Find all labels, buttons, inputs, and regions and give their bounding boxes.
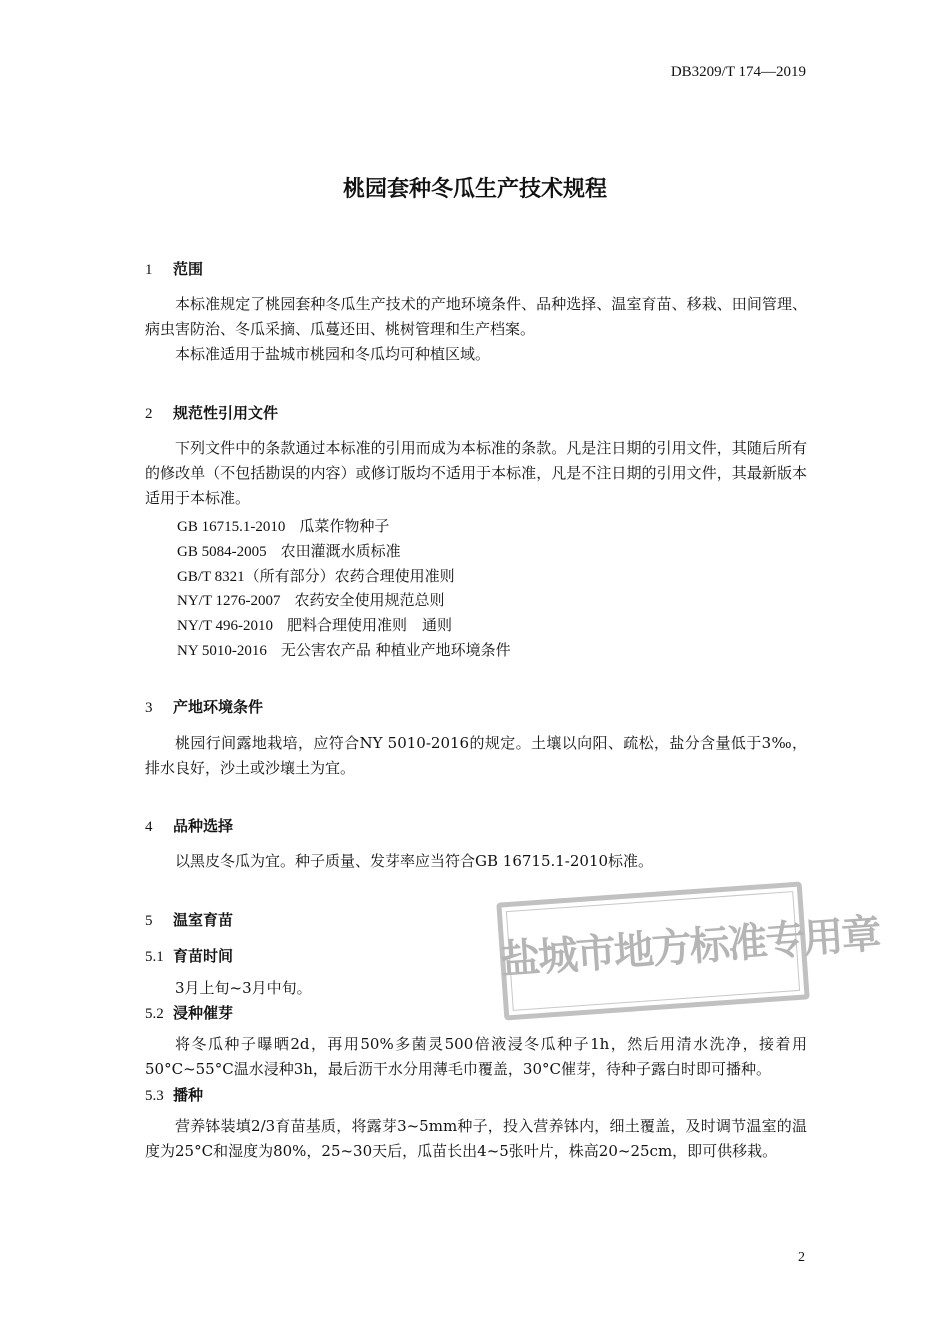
section-title: 育苗时间: [173, 947, 234, 965]
section-number: 3: [145, 700, 153, 716]
section-title: 规范性引用文件: [173, 404, 279, 422]
reference-item: [177, 614, 452, 635]
reference-item: [177, 565, 455, 586]
section-1-paragraph-1: 本标准规定了桃园套种冬瓜生产技术的产地环境条件、品种选择、温室育苗、移栽、田间管理、病虫害防治、冬瓜采摘、瓜蔓还田、桃树管理和生产档案。: [145, 295, 807, 338]
section-2-paragraph: 下列文件中的条款通过本标准的引用而成为本标准的条款。凡是注日期的引用文件，其随后所有的修改单（不包括勘误的内容）或修订版均不适用于本标准，凡是不注日期的引用文件，其最新版本适用于本标准。: [145, 439, 807, 507]
section-1-heading: [145, 258, 203, 279]
reference-code: NY/T 1276-2007: [177, 593, 281, 609]
reference-item: [177, 515, 389, 536]
subsection-5-3-paragraph: 营养钵装填2/3育苗基质，将露芽3~5mm种子，投入营养钵内，细土覆盖，及时调节温室的温度为25°C和湿度为80%，25~30天后，瓜苗长出4~5张叶片，株高20~25cm，即可供移栽。: [145, 1117, 807, 1160]
reference-code: GB 5084-2005: [177, 544, 267, 560]
section-number: 5.2: [145, 1006, 164, 1022]
reference-code: GB/T 8321（所有部分）: [177, 569, 335, 585]
document-code: DB3209/T 174—2019: [670, 64, 806, 80]
section-1-paragraph-2: 本标准适用于盐城市桃园和冬瓜均可种植区域。: [175, 345, 491, 363]
section-4-heading: [145, 815, 233, 836]
reference-code: GB 16715.1-2010: [177, 519, 286, 535]
reference-name: 农药合理使用准则: [334, 567, 455, 585]
reference-name: 肥料合理使用准则 通则: [286, 616, 452, 634]
reference-name: 瓜菜作物种子: [299, 517, 390, 535]
reference-name: 农药安全使用规范总则: [294, 591, 445, 609]
subsection-5-2-paragraph: 将冬瓜种子曝晒2d，再用50%多菌灵500倍液浸冬瓜种子1h，然后用清水洗净，接着用50°C~55°C温水浸种3h，最后沥干水分用薄毛巾覆盖，30°C催芽，待种子露白时即可播种。: [145, 1035, 807, 1078]
page-title: 桃园套种冬瓜生产技术规程: [342, 177, 607, 202]
official-stamp: [496, 881, 881, 1020]
subsection-5-1-paragraph: 3月上旬~3月中旬。: [175, 979, 312, 997]
page-number: 2: [798, 1250, 805, 1265]
reference-item: [177, 540, 401, 561]
section-title: 播种: [173, 1086, 204, 1104]
section-title: 温室育苗: [173, 911, 234, 929]
section-title: 品种选择: [173, 817, 234, 835]
reference-code: NY 5010-2016: [177, 643, 267, 659]
section-title: 范围: [173, 260, 204, 278]
section-number: 5.3: [145, 1088, 164, 1104]
section-3-paragraph: 桃园行间露地栽培，应符合NY 5010-2016的规定。土壤以向阳、疏松，盐分含量低于3‰，排水良好，沙土或沙壤土为宜。: [145, 734, 807, 777]
subsection-5-1-heading: [145, 945, 233, 966]
section-4-paragraph: 以黑皮冬瓜为宜。种子质量、发芽率应当符合GB 16715.1-2010标准。: [175, 852, 654, 870]
reference-code: NY/T 496-2010: [177, 618, 273, 634]
section-3-heading: [145, 696, 263, 717]
reference-name: 农田灌溉水质标准: [280, 542, 401, 560]
section-5-heading: [145, 909, 233, 930]
section-title: 浸种催芽: [173, 1004, 234, 1022]
section-title: 产地环境条件: [173, 698, 264, 716]
reference-item: [177, 589, 445, 610]
stamp-text: 盐城市地方标准专用章: [498, 911, 881, 984]
section-number: 1: [145, 262, 153, 278]
reference-item: [177, 639, 511, 660]
reference-name: 无公害农产品 种植业产地环境条件: [280, 641, 511, 659]
section-number: 5.1: [145, 949, 164, 965]
section-number: 4: [145, 819, 153, 835]
subsection-5-2-heading: [145, 1002, 233, 1023]
subsection-5-3-heading: [145, 1084, 203, 1105]
section-number: 5: [145, 913, 153, 929]
section-2-heading: [145, 402, 278, 423]
section-number: 2: [145, 406, 153, 422]
